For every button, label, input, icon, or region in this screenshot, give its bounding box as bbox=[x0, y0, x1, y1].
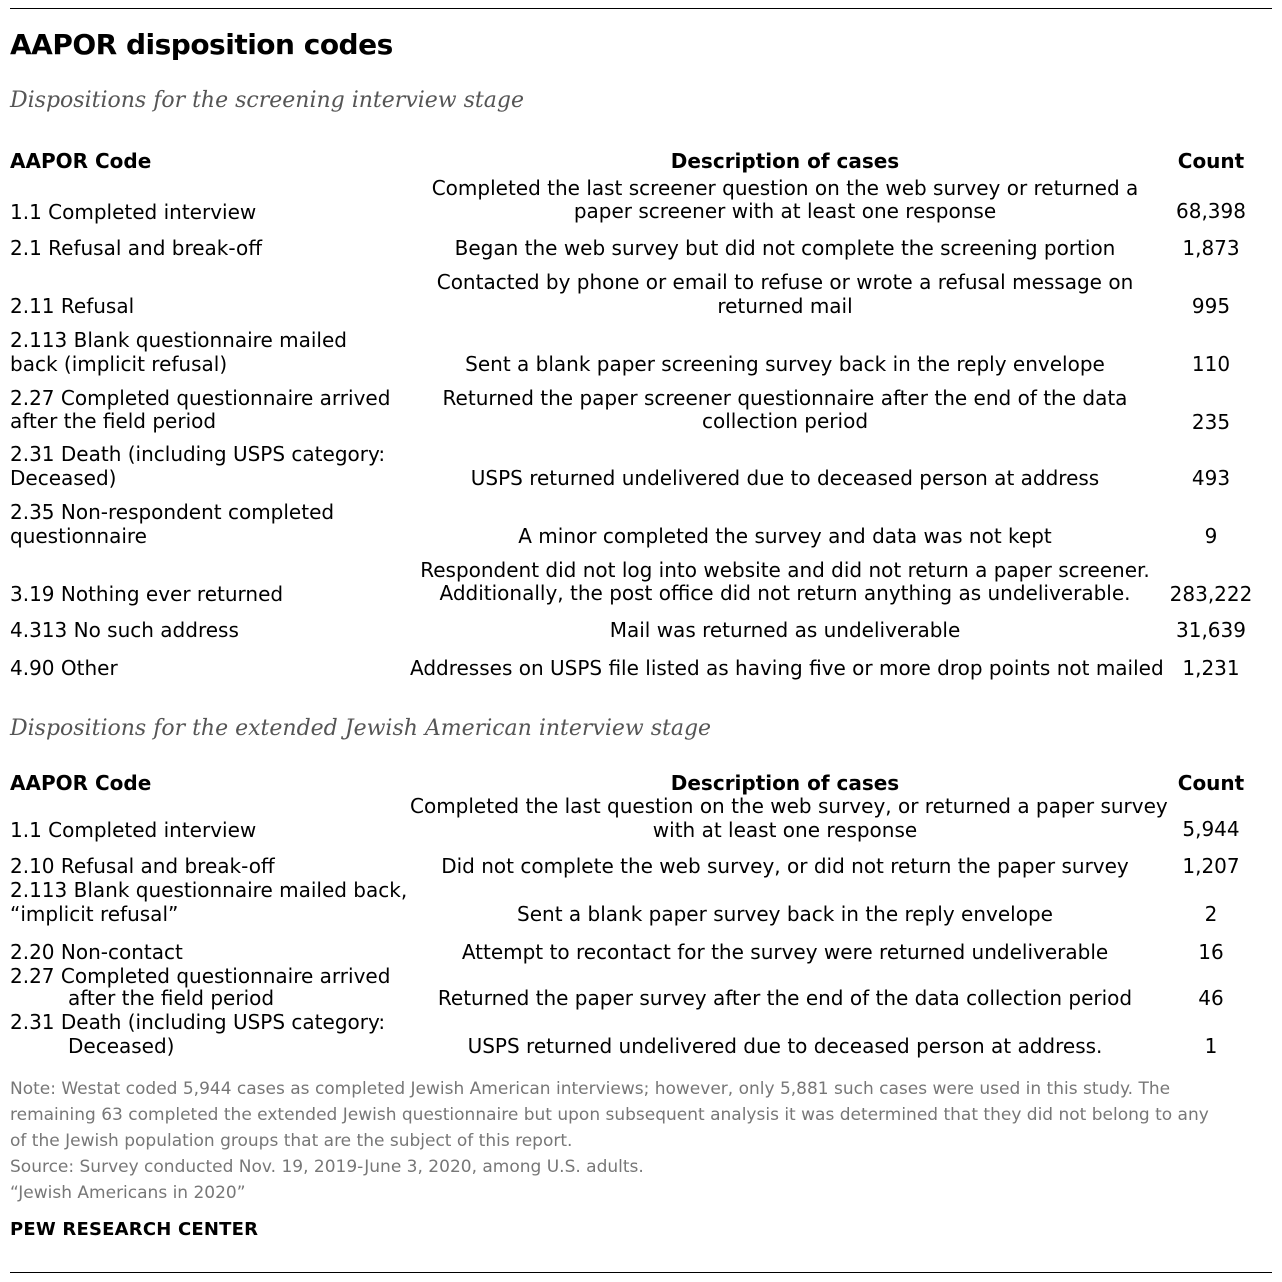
row-desc-line2: with at least one response bbox=[652, 818, 918, 842]
row-code-line2: “implicit refusal” bbox=[10, 902, 179, 926]
row-desc-line2: paper screener with at least one response bbox=[573, 199, 997, 223]
row-count: 9 bbox=[1204, 524, 1218, 548]
row-code-line2 bbox=[10, 1035, 410, 1058]
row-desc-line1: Sent a blank paper screening survey back in the reply envelope bbox=[465, 352, 1105, 376]
row-desc-line1: A minor completed the survey and data was not kept bbox=[518, 524, 1052, 548]
note-line1: Note: Westat coded 5,944 cases as completed Jewish American interviews; however, only 5,881 such cases were used in this study. The bbox=[10, 1079, 1171, 1099]
row-count: 2 bbox=[1204, 902, 1218, 926]
row-desc-line1: Mail was returned as undeliverable bbox=[609, 618, 961, 642]
brand-logo-text: PEW RESEARCH CENTER bbox=[10, 1219, 259, 1240]
row-code-line1: 2.113 Blank questionnaire mailed bbox=[10, 328, 347, 352]
row-count: 1,873 bbox=[1182, 236, 1240, 260]
row-count: 5,944 bbox=[1182, 817, 1240, 841]
section1-header-count: Count bbox=[1177, 149, 1245, 173]
bottom-rule bbox=[10, 1272, 1272, 1273]
note-line3: of the Jewish population groups that are the subject of this report. bbox=[10, 1131, 573, 1151]
row-desc-line1: Completed the last question on the web survey, or returned a paper survey bbox=[410, 794, 1168, 818]
row-desc-line1: Addresses on USPS file listed as having five or more drop points not mailed bbox=[410, 656, 1164, 680]
row-count: 235 bbox=[1191, 410, 1231, 434]
row-desc-line1: Contacted by phone or email to refuse or wrote a refusal message on bbox=[436, 270, 1134, 294]
row-count: 1,231 bbox=[1182, 656, 1240, 680]
row-desc-line1: USPS returned undelivered due to deceased person at address bbox=[470, 466, 1100, 490]
row-desc-line1: Sent a blank paper survey back in the reply envelope bbox=[517, 902, 1053, 926]
row-code: 3.19 Nothing ever returned bbox=[10, 582, 284, 606]
row-count: 1 bbox=[1204, 1034, 1218, 1058]
row-count: 283,222 bbox=[1169, 582, 1253, 606]
report-title: “Jewish Americans in 2020” bbox=[10, 1183, 246, 1203]
row-desc-line1: Attempt to recontact for the survey were returned undeliverable bbox=[461, 940, 1109, 964]
note-line2: remaining 63 completed the extended Jewish questionnaire but upon subsequent analysis it was determined that they did not belong to any bbox=[10, 1105, 1209, 1125]
row-count: 493 bbox=[1191, 466, 1231, 490]
row-code-line1: 2.27 Completed questionnaire arrived bbox=[10, 386, 391, 410]
row-code: 2.10 Refusal and break-off bbox=[10, 854, 275, 878]
row-desc-line2: Additionally, the post office did not return anything as undeliverable. bbox=[439, 581, 1131, 605]
row-desc-line2: returned mail bbox=[717, 294, 853, 318]
row-code-line2 bbox=[10, 987, 410, 1010]
row-code-line1: 2.31 Death (including USPS category: bbox=[10, 1010, 386, 1034]
source-line: Source: Survey conducted Nov. 19, 2019-June 3, 2020, among U.S. adults. bbox=[10, 1157, 644, 1177]
row-desc-line1: Completed the last screener question on the web survey or returned a bbox=[431, 176, 1139, 200]
row-code-line1: 2.31 Death (including USPS category: bbox=[10, 442, 386, 466]
row-desc-line2: collection period bbox=[701, 409, 869, 433]
row-count: 46 bbox=[1198, 986, 1224, 1010]
row-code-line1: 2.27 Completed questionnaire arrived bbox=[10, 964, 391, 988]
row-code: 2.20 Non-contact bbox=[10, 940, 183, 964]
row-code: 1.1 Completed interview bbox=[10, 200, 257, 224]
footnote bbox=[10, 1076, 1272, 1206]
section2-header-count: Count bbox=[1177, 771, 1245, 795]
row-code-line1: 2.35 Non-respondent completed bbox=[10, 500, 335, 524]
section1-header-code: AAPOR Code bbox=[10, 149, 152, 173]
section2-subtitle: Dispositions for the extended Jewish American interview stage bbox=[10, 716, 712, 741]
row-code: 2.1 Refusal and break-off bbox=[10, 236, 262, 260]
row-code-line2: questionnaire bbox=[10, 524, 147, 548]
row-code: 1.1 Completed interview bbox=[10, 818, 257, 842]
row-code: 4.313 No such address bbox=[10, 618, 239, 642]
row-count: 31,639 bbox=[1176, 618, 1246, 642]
row-count: 16 bbox=[1198, 940, 1224, 964]
row-code: 2.11 Refusal bbox=[10, 294, 135, 318]
top-rule bbox=[10, 8, 1272, 9]
row-code-line1: 2.113 Blank questionnaire mailed back, bbox=[10, 878, 408, 902]
page-title: AAPOR disposition codes bbox=[10, 28, 393, 61]
row-code-line2: back (implicit refusal) bbox=[10, 352, 228, 376]
section1-header-desc: Description of cases bbox=[670, 149, 900, 173]
row-code-line2-text: after the field period bbox=[68, 986, 275, 1010]
row-code-line2: Deceased) bbox=[10, 466, 117, 490]
row-count: 1,207 bbox=[1182, 854, 1240, 878]
row-desc-line1: USPS returned undelivered due to deceased person at address. bbox=[467, 1034, 1103, 1058]
row-code-line2-text: Deceased) bbox=[68, 1034, 175, 1058]
row-desc-line1: Returned the paper survey after the end of the data collection period bbox=[437, 986, 1133, 1010]
row-code: 4.90 Other bbox=[10, 656, 118, 680]
row-count: 110 bbox=[1191, 352, 1231, 376]
section2-header-desc: Description of cases bbox=[670, 771, 900, 795]
row-desc-line1: Did not complete the web survey, or did not return the paper survey bbox=[441, 854, 1129, 878]
row-count: 995 bbox=[1191, 294, 1231, 318]
row-desc-line1: Returned the paper screener questionnaire after the end of the data bbox=[442, 386, 1128, 410]
row-desc-line1: Respondent did not log into website and did not return a paper screener. bbox=[420, 558, 1150, 582]
section2-header-code: AAPOR Code bbox=[10, 771, 152, 795]
row-desc-line1: Began the web survey but did not complete the screening portion bbox=[454, 236, 1116, 260]
section1-subtitle: Dispositions for the screening interview stage bbox=[10, 88, 524, 113]
row-count: 68,398 bbox=[1176, 199, 1246, 223]
row-code-line2: after the field period bbox=[10, 409, 217, 433]
